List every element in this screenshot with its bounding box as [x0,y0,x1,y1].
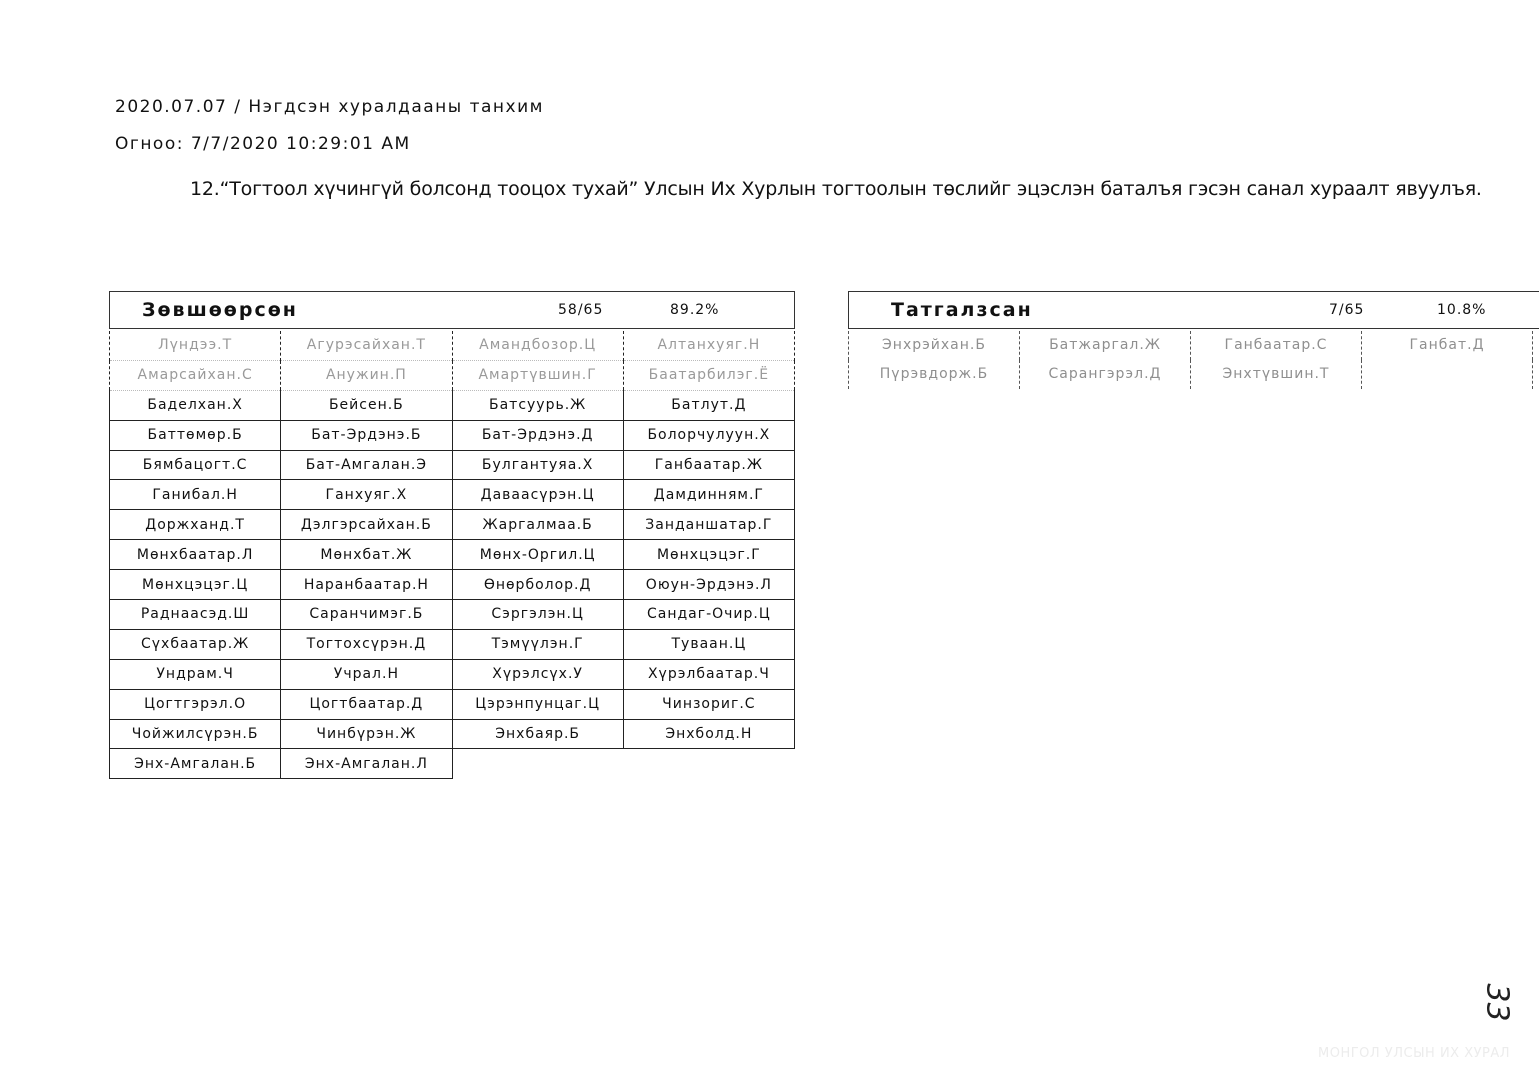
agree-name-cell: Учрал.Н [281,659,452,689]
agree-row [110,629,795,659]
reject-row [849,360,1533,389]
agree-name-cell: Ганбаатар.Ж [623,450,794,480]
agree-name-cell: Ундрам.Ч [110,659,281,689]
agree-name-cell: Энх-Амгалан.Л [281,749,452,779]
agree-name-cell: Мөнхцэцэг.Г [623,540,794,570]
reject-name-cell: Ганбаатар.С [1191,331,1362,360]
agree-name-cell: Даваасүрэн.Ц [452,480,623,510]
agree-row [110,570,795,600]
agree-name-cell: Сандаг-Очир.Ц [623,600,794,630]
reject-name-cell: Энхрэйхан.Б [849,331,1020,360]
agree-name-cell: Мөнх-Оргил.Ц [452,540,623,570]
agree-name-cell: Раднаасэд.Ш [110,600,281,630]
agree-row [110,689,795,719]
reject-count: 7/65 [1329,302,1365,318]
page-number: 33 [1479,983,1515,1022]
agree-name-cell: Баттөмөр.Б [110,420,281,450]
agree-name-cell: Цэрэнпунцаг.Ц [452,689,623,719]
vote-description: 12.“Тогтоол хүчингүй болсонд тооцох тухай” Улсын Их Хурлын тогтоолын төслийг эцэслэн баталъя гэсэн санал хураалт явуулъя. [190,178,1482,200]
agree-row [110,420,795,450]
agree-name-cell: Туваан.Ц [623,629,794,659]
agree-name-cell: Болорчулуун.Х [623,420,794,450]
agree-name-cell: Жаргалмаа.Б [452,510,623,540]
session-date-line: 2020.07.07 / Нэгдсэн хуралдааны танхим [115,97,544,117]
agree-name-cell: Бейсен.Б [281,390,452,420]
reject-names-table [848,331,1533,389]
agree-row [110,480,795,510]
agree-names-table [109,331,795,779]
agree-name-cell: Чойжилсүрэн.Б [110,719,281,749]
agree-name-cell: Анужин.П [281,360,452,390]
agree-row [110,540,795,570]
agree-name-cell: Баделхан.Х [110,390,281,420]
agree-name-cell: Дамдинням.Г [623,480,794,510]
agree-name-cell: Сэргэлэн.Ц [452,600,623,630]
agree-name-cell: Энх-Амгалан.Б [110,749,281,779]
reject-name-cell: Батжаргал.Ж [1020,331,1191,360]
vote-time-line: Огноо: 7/7/2020 10:29:01 AM [115,134,411,154]
agree-name-cell: Батсуурь.Ж [452,390,623,420]
reject-empty-cell [1362,360,1533,389]
agree-row [110,390,795,420]
agree-name-cell: Саранчимэг.Б [281,600,452,630]
agree-row [110,510,795,540]
agree-name-cell: Оюун-Эрдэнэ.Л [623,570,794,600]
agree-title: Зөвшөөрсөн [142,299,298,321]
agree-name-cell: Хүрэлсүх.У [452,659,623,689]
agree-name-cell: Өнөрболор.Д [452,570,623,600]
agree-name-cell: Занданшатар.Г [623,510,794,540]
agree-name-cell: Тогтохсүрэн.Д [281,629,452,659]
agree-header [109,291,795,329]
reject-name-cell: Ганбат.Д [1362,331,1533,360]
agree-row [110,719,795,749]
agree-row [110,600,795,630]
agree-name-cell: Алтанхуяг.Н [623,331,794,360]
watermark-text: МОНГОЛ УЛСЫН ИХ ХУРАЛ [1318,1046,1511,1061]
agree-name-cell: Хүрэлбаатар.Ч [623,659,794,689]
agree-name-cell: Чинбүрэн.Ж [281,719,452,749]
agree-name-cell: Агурэсайхан.Т [281,331,452,360]
agree-name-cell: Доржханд.Т [110,510,281,540]
agree-name-cell: Сүхбаатар.Ж [110,629,281,659]
reject-name-cell: Пүрэвдорж.Б [849,360,1020,389]
agree-name-cell: Амарсайхан.С [110,360,281,390]
agree-name-cell: Лүндээ.Т [110,331,281,360]
agree-name-cell: Тэмүүлэн.Г [452,629,623,659]
reject-name-cell: Энхтүвшин.Т [1191,360,1362,389]
agree-name-cell: Дэлгэрсайхан.Б [281,510,452,540]
reject-header [848,291,1539,329]
agree-name-cell: Ганхуяг.Х [281,480,452,510]
reject-percent: 10.8% [1437,302,1487,318]
agree-name-cell: Амартүвшин.Г [452,360,623,390]
agree-row [110,331,795,360]
agree-name-cell: Цогтгэрэл.О [110,689,281,719]
agree-name-cell: Бат-Эрдэнэ.Д [452,420,623,450]
agree-name-cell: Мөнхцэцэг.Ц [110,570,281,600]
agree-name-cell: Булгантуяа.Х [452,450,623,480]
agree-name-cell: Цогтбаатар.Д [281,689,452,719]
reject-row [849,331,1533,360]
agree-name-cell: Амандбозор.Ц [452,331,623,360]
agree-name-cell: Энхбаяр.Б [452,719,623,749]
reject-title: Татгалзсан [891,299,1033,321]
agree-name-cell: Баатарбилэг.Ё [623,360,794,390]
agree-name-cell: Ганибал.Н [110,480,281,510]
agree-empty-cell [452,749,623,779]
agree-row [110,749,795,779]
agree-name-cell: Наранбаатар.Н [281,570,452,600]
agree-name-cell: Мөнхбат.Ж [281,540,452,570]
agree-percent: 89.2% [670,302,720,318]
agree-empty-cell [623,749,794,779]
agree-name-cell: Батлут.Д [623,390,794,420]
agree-row [110,450,795,480]
agree-row [110,360,795,390]
agree-count: 58/65 [558,302,604,318]
agree-name-cell: Бямбацогт.С [110,450,281,480]
agree-name-cell: Мөнхбаатар.Л [110,540,281,570]
agree-name-cell: Энхболд.Н [623,719,794,749]
agree-row [110,659,795,689]
agree-name-cell: Бат-Эрдэнэ.Б [281,420,452,450]
agree-name-cell: Бат-Амгалан.Э [281,450,452,480]
reject-name-cell: Сарангэрэл.Д [1020,360,1191,389]
agree-name-cell: Чинзориг.С [623,689,794,719]
